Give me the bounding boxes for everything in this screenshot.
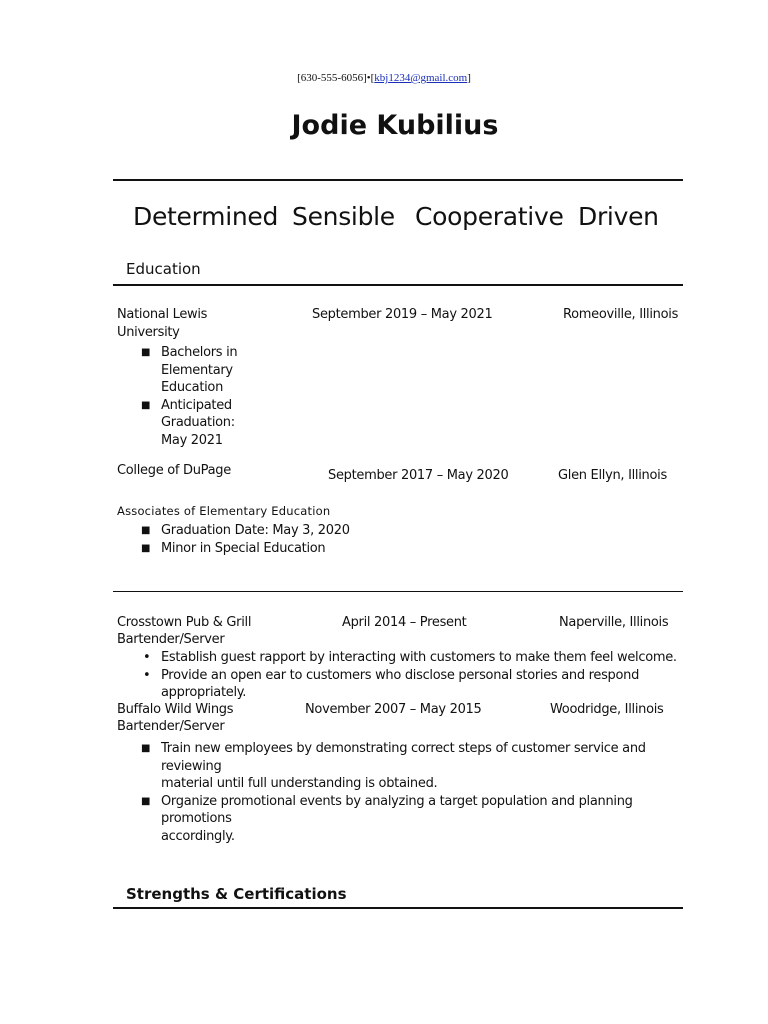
- list-item: ■ Anticipated Graduation: May 2021: [116, 397, 316, 450]
- contact-close-bracket: ]: [467, 72, 471, 84]
- school-name: College of DuPage: [117, 463, 231, 478]
- job-dates: April 2014 – Present: [342, 615, 467, 630]
- job-role: Bartender/Server: [117, 719, 225, 734]
- degree-title: Associates of Elementary Education: [117, 504, 331, 518]
- school-dates: September 2017 – May 2020: [328, 468, 509, 483]
- education-divider: [113, 284, 683, 286]
- header-divider: [113, 179, 683, 181]
- trait-cooperative: Cooperative: [415, 202, 564, 231]
- experience-divider: [113, 591, 683, 592]
- school-bullet-list: [116, 522, 516, 557]
- school-name-line2: University: [117, 325, 180, 340]
- trait-driven: Driven: [578, 202, 659, 231]
- employer-name: Buffalo Wild Wings: [117, 702, 234, 717]
- trait-determined: Determined: [133, 202, 279, 231]
- job-dates: November 2007 – May 2015: [305, 702, 482, 717]
- education-heading: Education: [126, 260, 201, 278]
- job-location: Naperville, Illinois: [559, 615, 669, 630]
- school-dates: September 2019 – May 2021: [312, 307, 493, 322]
- list-item: ■ Bachelors in Elementary Education: [116, 344, 316, 397]
- contact-line: [0, 72, 768, 84]
- school-location: Romeoville, Illinois: [563, 307, 679, 322]
- list-item: ■ Graduation Date: May 3, 2020: [116, 522, 516, 540]
- job-bullet-list: [116, 740, 686, 845]
- school-location: Glen Ellyn, Illinois: [558, 468, 667, 483]
- school-name-line1: National Lewis: [117, 307, 208, 322]
- list-item: • Provide an open ear to customers who disclose personal stories and respond appropriately.: [116, 667, 686, 702]
- strengths-divider: [113, 907, 683, 909]
- school-bullet-list: [116, 344, 316, 449]
- list-item: • Establish guest rapport by interacting with customers to make them feel welcome.: [116, 649, 686, 667]
- contact-separator: •[: [366, 72, 375, 84]
- employer-name: Crosstown Pub & Grill: [117, 615, 252, 630]
- job-role: Bartender/Server: [117, 632, 225, 647]
- resume-name: Jodie Kubilius: [291, 110, 499, 141]
- list-item: ■ Train new employees by demonstrating correct steps of customer service and reviewing material until full understanding is obtained.: [116, 740, 686, 793]
- job-location: Woodridge, Illinois: [550, 702, 664, 717]
- strengths-heading: Strengths & Certifications: [126, 885, 347, 903]
- trait-sensible: Sensible: [292, 202, 395, 231]
- email-link[interactable]: kbj1234@gmail.com: [374, 72, 468, 84]
- job-bullet-list: [116, 649, 686, 702]
- list-item: ■ Organize promotional events by analyzing a target population and planning promotions accordingly.: [116, 793, 686, 846]
- phone-number: [630-555-6056]: [297, 72, 367, 84]
- list-item: ■ Minor in Special Education: [116, 540, 516, 558]
